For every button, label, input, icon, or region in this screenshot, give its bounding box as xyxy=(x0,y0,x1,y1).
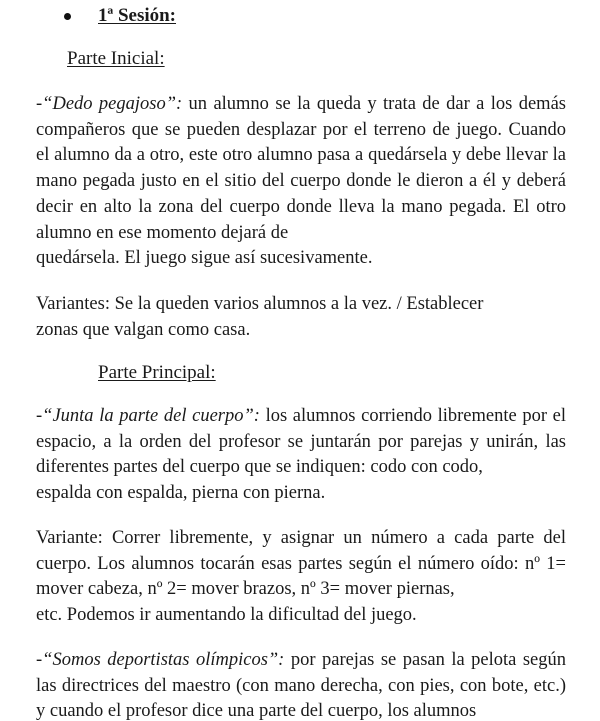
paragraph-dedo-pegajoso xyxy=(36,92,566,272)
paragraph-variante xyxy=(36,526,566,629)
game-name-dedo-pegajoso: “Dedo pegajoso”: xyxy=(42,94,183,114)
paragraph-text: los alumnos corriendo libremente por el espacio, a la orden del profesor se juntarán por parejas y unirán, las diferentes partes del cuerpo que se indiquen: codo con codo, xyxy=(36,406,566,478)
paragraph-last-line: quedársela. El juego sigue así sucesivamente. xyxy=(36,248,373,269)
bullet-icon xyxy=(64,13,71,20)
paragraph-text: Variante: Correr libremente, y asignar un número a cada parte del cuerpo. Los alumnos tocarán esas partes según el número oído: nº 1= mover cabeza, nº 2= mover brazos, nº 3= mover piernas, xyxy=(36,528,566,600)
section-heading-principal: Parte Principal: xyxy=(98,362,216,383)
paragraph-variantes xyxy=(36,292,566,343)
paragraph-text: Variantes: Se la queden varios alumnos a la vez. / Establecer xyxy=(36,294,484,314)
section-heading-initial: Parte Inicial: xyxy=(67,48,165,69)
paragraph-junta-parte-cuerpo xyxy=(36,404,566,507)
dash-prefix: - xyxy=(36,406,43,426)
paragraph-text: un alumno se la queda y trata de dar a los demás compañeros que se pueden desplazar por el terreno de juego. Cuando el alumno da a otro, este otro alumno pasa a quedársela y debe llevar la mano pegada justo en el sitio del cuerpo donde le dieron a él y deberá decir en alto la zona del cuerpo donde lleva la mano pegada. El otro alumno en ese momento dejará de xyxy=(36,94,566,243)
game-name-somos-deportistas: “Somos deportistas olímpicos”: xyxy=(42,650,285,670)
dash-prefix: - xyxy=(36,650,43,670)
paragraph-last-line: etc. Podemos ir aumentando la dificultad del juego. xyxy=(36,605,417,626)
paragraph-somos-deportistas xyxy=(36,648,566,721)
session-title: 1ª Sesión: xyxy=(98,5,177,26)
paragraph-last-line: espalda con espalda, pierna con pierna. xyxy=(36,483,326,504)
paragraph-last-line: zonas que valgan como casa. xyxy=(36,319,251,340)
paragraph-text: por parejas se pasan la pelota según las directrices del maestro (con mano derecha, con pies, con bote, etc.) y cuando el profesor dice una parte del cuerpo, los alumnos xyxy=(36,650,567,721)
game-name-junta-parte-cuerpo: “Junta la parte del cuerpo”: xyxy=(42,406,260,426)
dash-prefix: - xyxy=(36,94,43,114)
